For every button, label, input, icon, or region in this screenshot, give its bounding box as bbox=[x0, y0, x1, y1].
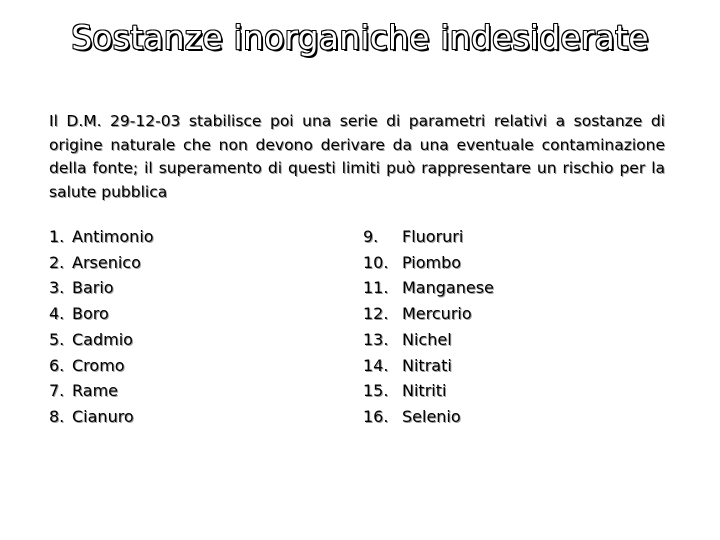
list-item-number: 7. bbox=[49, 381, 65, 401]
list-item bbox=[363, 275, 494, 301]
list-item-number: 15. bbox=[363, 381, 389, 401]
list-item bbox=[49, 224, 154, 250]
list-item bbox=[49, 404, 154, 430]
list-item-name: Bario bbox=[72, 278, 114, 298]
list-item-number: 16. bbox=[363, 406, 389, 426]
list-item-name: Nitriti bbox=[402, 381, 447, 401]
list-item-number: 2. bbox=[49, 252, 65, 272]
list-item-name: Cadmio bbox=[72, 329, 133, 349]
list-item-number: 13. bbox=[363, 329, 389, 349]
list-item bbox=[363, 224, 494, 250]
list-item-name: Boro bbox=[72, 304, 109, 324]
slide-title-text: Sostanze inorganiche indesiderate bbox=[71, 18, 649, 57]
list-item-name: Selenio bbox=[402, 406, 461, 426]
list-item-number: 5. bbox=[49, 329, 65, 349]
list-item-number: 3. bbox=[49, 278, 65, 298]
list-item-number: 4. bbox=[49, 304, 65, 324]
slide-title bbox=[0, 18, 720, 57]
list-item-name: Arsenico bbox=[72, 252, 141, 272]
list-item bbox=[363, 404, 494, 430]
list-item-number: 14. bbox=[363, 355, 389, 375]
list-item-name: Cianuro bbox=[72, 406, 134, 426]
list-item bbox=[363, 378, 494, 404]
list-item-number: 11. bbox=[363, 278, 389, 298]
list-item bbox=[49, 353, 154, 379]
list-item bbox=[363, 353, 494, 379]
list-item bbox=[49, 378, 154, 404]
list-item-number: 6. bbox=[49, 355, 65, 375]
list-item bbox=[363, 250, 494, 276]
list-item-name: Nichel bbox=[402, 329, 452, 349]
list-item bbox=[49, 327, 154, 353]
list-item bbox=[363, 301, 494, 327]
list-item-name: Piombo bbox=[402, 252, 462, 272]
list-item-name: Nitrati bbox=[402, 355, 452, 375]
list-item-name: Fluoruri bbox=[402, 227, 464, 246]
list-item-number: 10. bbox=[363, 252, 389, 272]
list-item-number: 1. bbox=[49, 227, 65, 246]
list-item-name: Mercurio bbox=[402, 304, 472, 324]
list-item-number: 9. bbox=[363, 227, 379, 246]
intro-paragraph: Il D.M. 29-12-03 stabilisce poi una serie di parametri relativi a sostanze di origine naturale che non devono derivare da una eventuale contaminazione della fonte; il superamento di questi limiti può rappresentare un rischio per la salute pubblica bbox=[49, 112, 665, 201]
list-item bbox=[49, 250, 154, 276]
substance-list-right bbox=[363, 224, 494, 430]
list-item-name: Cromo bbox=[72, 355, 125, 375]
list-item bbox=[49, 301, 154, 327]
list-item-name: Manganese bbox=[402, 278, 494, 298]
list-item bbox=[49, 275, 154, 301]
list-item-name: Rame bbox=[72, 381, 118, 401]
list-item-number: 12. bbox=[363, 304, 389, 324]
list-item bbox=[363, 327, 494, 353]
substance-list-left bbox=[49, 224, 154, 430]
list-item-number: 8. bbox=[49, 406, 65, 426]
list-item-name: Antimonio bbox=[72, 227, 154, 246]
